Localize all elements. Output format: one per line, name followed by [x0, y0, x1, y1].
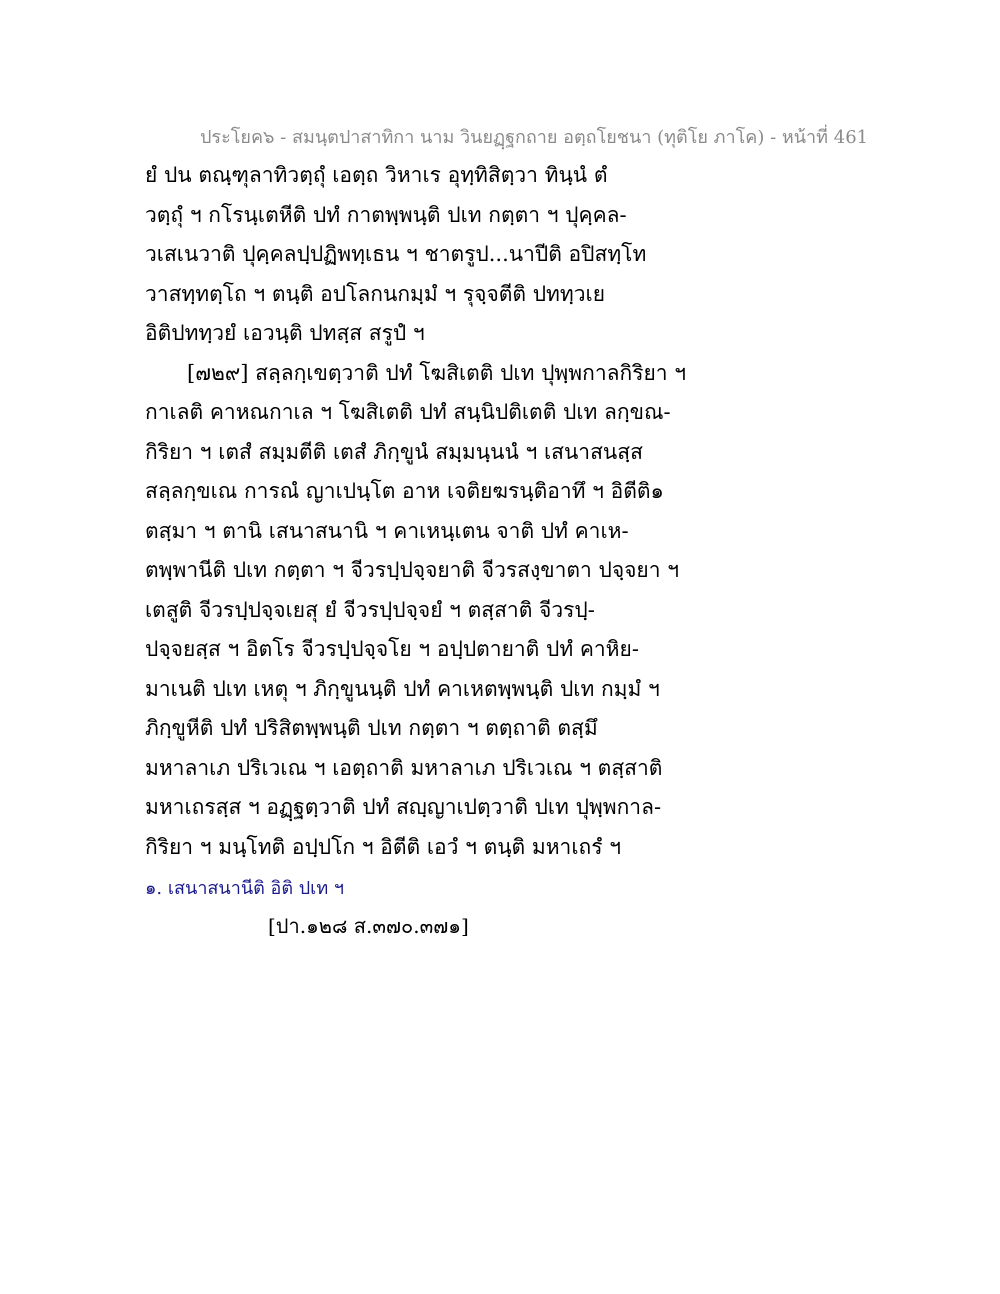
- text-line: ปจฺจยสฺส ฯ อิตโร จีวรปฺปจฺจโย ฯ อปฺปตายาติ ปทํ คาหิย-: [145, 637, 639, 661]
- body-text: [145, 156, 865, 867]
- text-line: วตฺถุํ ฯ กโรนฺเตหีติ ปทํ กาตพฺพนฺติ ปเท กตฺตา ฯ ปุคฺคล-: [145, 202, 627, 227]
- text-line: ยํ ปน ตณฺฑุลาทิวตฺถุํ เอตฺถ วิหาเร อุทฺทิสิตฺวา ทินฺนํ ตํ: [145, 163, 608, 187]
- text-line: ตพฺพานีติ ปเท กตฺตา ฯ จีวรปฺปจฺจยาติ จีวรสงฺขาตา ปจฺจยา ฯ: [145, 558, 679, 582]
- text-line: กิริยา ฯ เตสํ สมฺมตีติ เตสํ ภิกฺขูนํ สมฺมนฺนนํ ฯ เสนาสนสฺส: [145, 439, 643, 464]
- text-line: มหาลาเภ ปริเวเณ ฯ เอตฺถาติ มหาลาเภ ปริเวเณ ฯ ตสฺสาติ: [145, 755, 663, 780]
- text-line: วเสเนวาติ ปุคฺคลปฺปฏิพทฺเธน ฯ ชาตรูป...นาปีติ อปิสทฺโท: [145, 242, 647, 266]
- text-line: มาเนติ ปเท เหตุ ฯ ภิกฺขูนนฺติ ปทํ คาเหตพฺพนฺติ ปเท กมฺมํ ฯ: [145, 676, 660, 701]
- source-reference: [ปา.๑๒๘ ส.๓๗๐.๓๗๑]: [268, 914, 469, 938]
- text-line: กิริยา ฯ มนฺโทติ อปฺปโก ฯ อิตีติ เอวํ ฯ ตนฺติ มหาเถรํ ฯ: [145, 834, 621, 859]
- text-line: กาเลติ คาหณกาเล ฯ โฆสิเตติ ปทํ สนฺนิปติเตติ ปเท ลกฺขณ-: [145, 400, 671, 424]
- text-line: ภิกฺขูหีติ ปทํ ปริสิตพฺพนฺติ ปเท กตฺตา ฯ ตตฺถาติ ตสฺมึ: [145, 716, 598, 740]
- text-line: วาสทฺทตฺโถ ฯ ตนฺติ อปโลกนกมฺมํ ฯ รุจฺจตีติ ปททฺวเย: [145, 281, 606, 306]
- text-line: อิติปททฺวยํ เอวนฺติ ปทสฺส สรูปํ ฯ: [145, 321, 425, 345]
- running-header: ประโยค๖ - สมนฺตปาสาทิกา นาม วินยฏฺฐกถาย อตฺถโยชนา (ทุติโย ภาโค) - หน้าที่ 461: [200, 127, 869, 148]
- paragraph-start-line: [๗๒๙] สลฺลกฺเขตฺวาติ ปทํ โฆสิเตติ ปเท ปุพฺพกาลกิริยา ฯ: [187, 360, 687, 385]
- footnote: ๑. เสนาสนานีติ อิติ ปเท ฯ: [145, 878, 345, 899]
- text-line: มหาเถรสฺส ฯ อฏฺฐตฺวาติ ปทํ สญฺญาเปตฺวาติ ปเท ปุพฺพกาล-: [145, 795, 662, 819]
- text-line: ตสฺมา ฯ ตานิ เสนาสนานิ ฯ คาเหนฺเตน จาติ ปทํ คาเห-: [145, 518, 629, 543]
- text-line: เตสูติ จีวรปฺปจฺจเยสุ ยํ จีวรปฺปจฺจยํ ฯ ตสฺสาติ จีวรปฺ-: [145, 597, 595, 622]
- text-line: สลฺลกฺขเณ การณํ ญาเปนฺโต อาห เจติยฆรนฺติอาทึ ฯ อิตีติ๑: [145, 479, 664, 503]
